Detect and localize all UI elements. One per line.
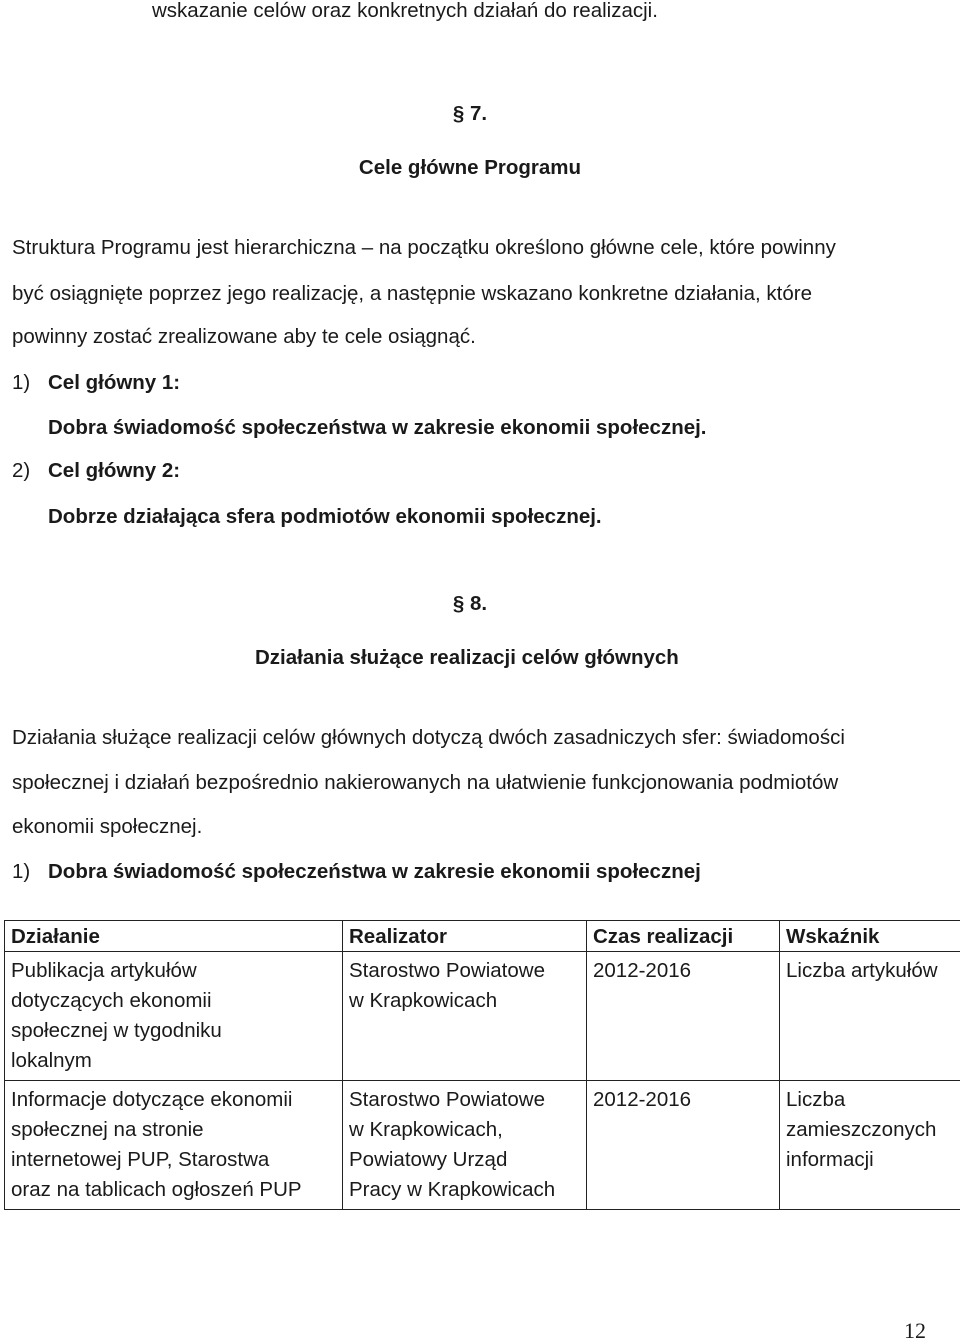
- goal-2-description: Dobrze działająca sfera podmiotów ekonomii społecznej.: [48, 507, 602, 528]
- cell-line: oraz na tablicach ogłoszeń PUP: [11, 1175, 336, 1205]
- table-cell-indicator: [780, 952, 960, 1081]
- cell-line: w Krapkowicach: [349, 986, 580, 1016]
- table-cell-realizator: [343, 1081, 587, 1210]
- cell-line: Starostwo Powiatowe: [349, 956, 580, 986]
- table-row: [5, 952, 960, 1081]
- section-7-paragraph-line-1: Struktura Programu jest hierarchiczna – na początku określono główne cele, które powinny: [12, 238, 836, 259]
- subheading-text: Dobra świadomość społeczeństwa w zakresie ekonomii społecznej: [48, 862, 701, 883]
- cell-line: dotyczących ekonomii: [11, 986, 336, 1016]
- cell-line: w Krapkowicach,: [349, 1115, 580, 1145]
- cell-line: Starostwo Powiatowe: [349, 1085, 580, 1115]
- cell-line: Publikacja artykułów: [11, 956, 336, 986]
- header-realizator: Realizator: [343, 921, 587, 952]
- goal-1-number: 1): [12, 373, 30, 394]
- cell-line: Pracy w Krapkowicach: [349, 1175, 580, 1205]
- header-wskaznik: Wskaźnik: [780, 921, 960, 952]
- section-7-paragraph-line-2: być osiągnięte poprzez jego realizację, a następnie wskazano konkretne działania, które: [12, 284, 812, 305]
- goal-1-label: Cel główny 1:: [48, 373, 180, 394]
- section-8-paragraph-line-2: społecznej i działań bezpośrednio nakierowanych na ułatwienie funkcjonowania podmiotów: [12, 773, 838, 794]
- cell-line: Powiatowy Urząd: [349, 1145, 580, 1175]
- section-8-paragraph-line-3: ekonomii społecznej.: [12, 817, 202, 838]
- table-cell-realizator: [343, 952, 587, 1081]
- cell-line: 2012-2016: [593, 956, 773, 986]
- cell-line: społecznej na stronie: [11, 1115, 336, 1145]
- cell-line: informacji: [786, 1145, 954, 1175]
- table-cell-indicator: [780, 1081, 960, 1210]
- subheading-number: 1): [12, 862, 30, 883]
- section-8-title: Działania służące realizacji celów głównych: [255, 648, 679, 669]
- section-7-paragraph-line-3: powinny zostać zrealizowane aby te cele osiągnąć.: [12, 327, 476, 348]
- cell-line: zamieszczonych: [786, 1115, 954, 1145]
- cell-line: 2012-2016: [593, 1085, 773, 1115]
- cell-line: Liczba artykułów: [786, 956, 954, 986]
- intro-tail-text: wskazanie celów oraz konkretnych działań do realizacji.: [152, 1, 658, 22]
- table-header-row: [5, 921, 960, 952]
- table-cell-time: [587, 952, 780, 1081]
- table-cell-action: [5, 952, 343, 1081]
- table-cell-action: [5, 1081, 343, 1210]
- goal-2-label: Cel główny 2:: [48, 461, 180, 482]
- cell-line: Liczba: [786, 1085, 954, 1115]
- actions-table: [4, 920, 960, 1210]
- section-8-paragraph-line-1: Działania służące realizacji celów głównych dotyczą dwóch zasadniczych sfer: świadomości: [12, 728, 845, 749]
- cell-line: internetowej PUP, Starostwa: [11, 1145, 336, 1175]
- cell-line: lokalnym: [11, 1046, 336, 1076]
- header-czas-realizacji: Czas realizacji: [587, 921, 780, 952]
- header-dzialanie: Działanie: [5, 921, 343, 952]
- section-8-mark: § 8.: [0, 594, 940, 615]
- cell-line: Informacje dotyczące ekonomii: [11, 1085, 336, 1115]
- cell-line: społecznej w tygodniku: [11, 1016, 336, 1046]
- section-7-title: Cele główne Programu: [0, 158, 940, 179]
- goal-2-number: 2): [12, 461, 30, 482]
- section-7-mark: § 7.: [0, 104, 940, 125]
- goal-1-description: Dobra świadomość społeczeństwa w zakresie ekonomii społecznej.: [48, 418, 707, 439]
- page-number: 12: [904, 1318, 926, 1344]
- table-row: [5, 1081, 960, 1210]
- table-cell-time: [587, 1081, 780, 1210]
